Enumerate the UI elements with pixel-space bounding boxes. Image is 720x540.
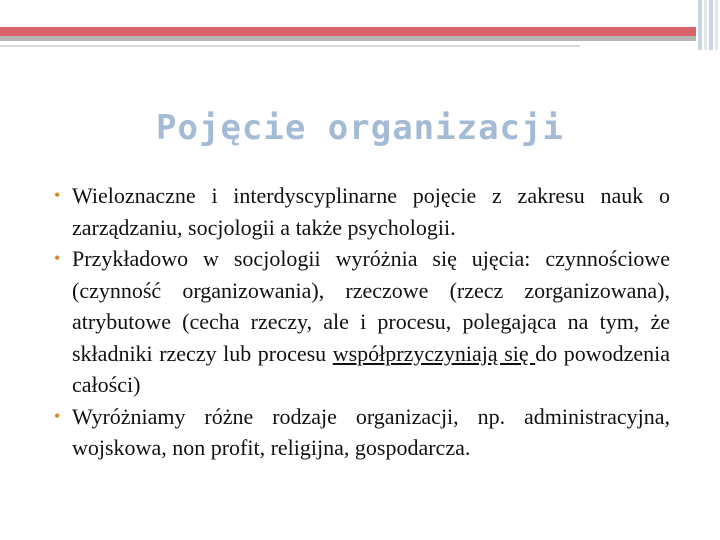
grey-header-stripe: [0, 36, 696, 41]
bullet-dot-icon: •: [54, 405, 61, 426]
bullet-text: Przykładowo w socjologii wyróżnia się ujęcia: czynnościowe (czynność organizowania), rzeczowe (rzecz zorganizowana), atrybutowe (cecha rzeczy, ale i procesu, polegająca na tym, że składniki rzeczy lub procesu: [72, 246, 670, 366]
slide-title: Pojęcie organizacji: [156, 108, 564, 148]
underlined-text: współprzyczyniają się: [332, 340, 536, 366]
corner-decorative-stripes: [696, 0, 720, 50]
bullet-dot-icon: •: [54, 248, 61, 268]
bullet-text: Wieloznaczne i interdyscyplinarne pojęcie z zakresu nauk o zarządzaniu, socjologii a także psychologii.: [72, 183, 670, 240]
red-header-stripe: [0, 27, 696, 36]
header-thin-line: [0, 45, 580, 47]
bullet-text: Wyróżniamy różne rodzaje organizacji, np. administracyjna, wojskowa, non profit, religijna, gospodarcza.: [72, 403, 670, 460]
top-decorative-bar: [0, 0, 720, 40]
bullet-item: [54, 401, 670, 464]
bullet-item: [54, 180, 670, 243]
bullet-text-end: do powodzenia całości): [72, 340, 671, 397]
bullet-dot-icon: •: [54, 185, 61, 205]
slide-body: [54, 180, 670, 464]
bullet-item: [54, 243, 670, 401]
